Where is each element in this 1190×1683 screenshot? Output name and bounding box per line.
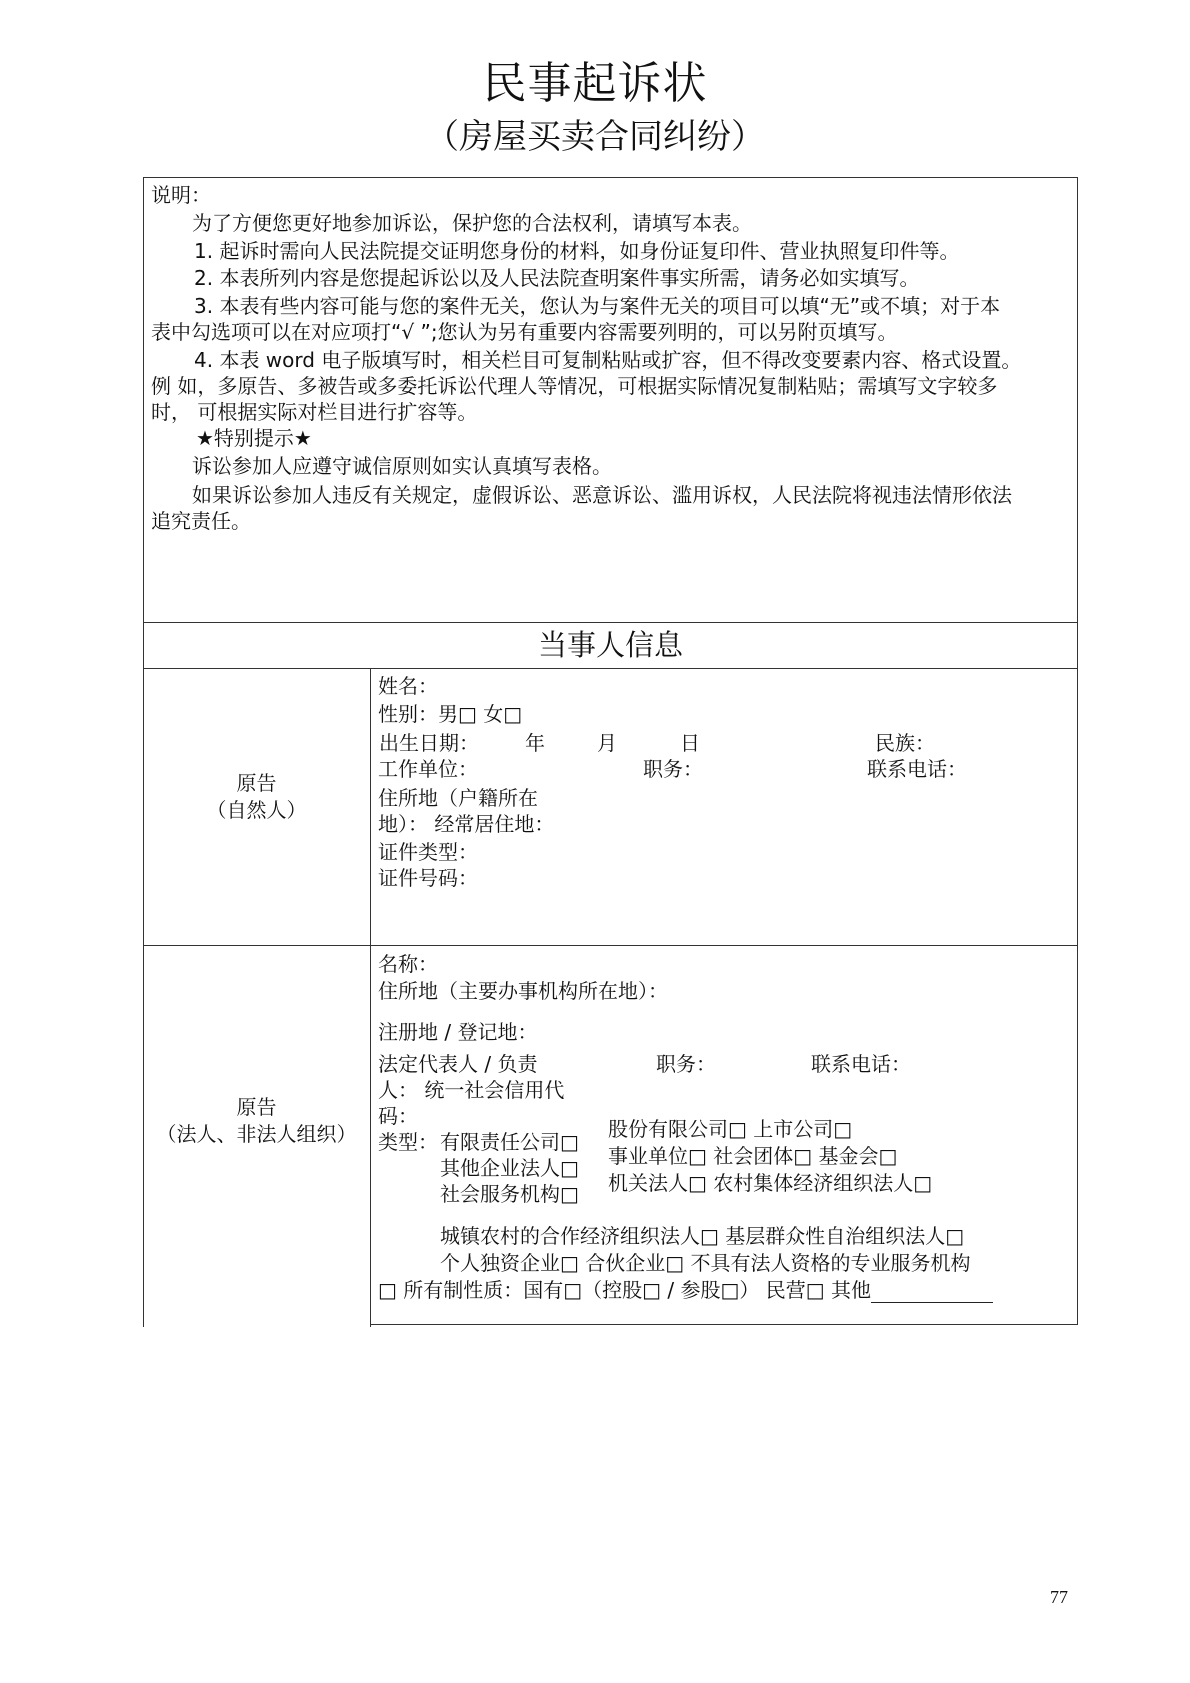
field-name[interactable]: 姓名： — [378, 674, 438, 698]
field-birth-day: 日 — [680, 731, 700, 755]
plaintiff-legal-sublabel: （法人、非法人组织） — [156, 1122, 357, 1146]
border-left — [143, 177, 144, 1327]
divider-section-title — [143, 668, 1078, 669]
checkbox-joint-stock[interactable]: 股份有限公司□ 上市公司□ — [608, 1117, 853, 1141]
field-birth-month: 月 — [597, 731, 617, 755]
document-title: 民事起诉状 — [482, 58, 708, 109]
special-notice-heading: ★特别提示★ — [196, 426, 312, 450]
instructions-item-4-line-3: 时， 可根据实际对栏目进行扩容等。 — [151, 400, 478, 424]
special-notice-2-line-2: 追究责任。 — [151, 509, 251, 533]
page-number: 77 — [1050, 1587, 1068, 1607]
divider-instructions — [143, 622, 1078, 623]
field-legal-rep-line-3[interactable]: 码： — [378, 1104, 418, 1128]
field-org-type-label: 类型： — [378, 1130, 438, 1154]
special-notice-2-line-1: 如果诉讼参加人违反有关规定，虚假诉讼、恶意诉讼、滥用诉权，人民法院将视违法情形依法 — [192, 483, 1012, 507]
document-subtitle: （房屋买卖合同纠纷） — [425, 117, 765, 157]
border-right — [1077, 177, 1078, 1325]
field-gender[interactable]: 性别：男□ 女□ — [378, 702, 523, 726]
plaintiff-legal-label: 原告 — [236, 1095, 277, 1119]
checkbox-other-enterprise[interactable]: 其他企业法人□ — [440, 1156, 579, 1180]
field-ownership[interactable] — [378, 1277, 993, 1303]
field-legal-rep-line-2[interactable]: 人： 统一社会信用代 — [378, 1078, 565, 1102]
plaintiff-natural-label: 原告 — [236, 771, 277, 795]
section-title-parties: 当事人信息 — [537, 628, 683, 662]
field-residence-line-1[interactable]: 住所地（户籍所在 — [378, 786, 538, 810]
instructions-item-4-line-2: 例 如，多原告、多被告或多委托诉讼代理人等情况，可根据实际情况复制粘贴；需填写文字较多 — [151, 374, 998, 398]
field-org-phone[interactable]: 联系电话： — [811, 1052, 911, 1076]
instructions-item-4-line-1: 4. 本表 word 电子版填写时，相关栏目可复制粘贴或扩容，但不得改变要素内容、格式设置。 — [194, 348, 1022, 372]
complaint-form — [143, 177, 1078, 1327]
border-bottom-fields — [370, 1324, 1078, 1325]
instructions-item-3-line-2: 表中勾选项可以在对应项打“√ ”;您认为另有重要内容需要列明的，可以另附页填写。 — [151, 320, 898, 344]
field-position[interactable]: 职务： — [643, 757, 703, 781]
field-org-name[interactable]: 名称： — [378, 952, 438, 976]
field-employer[interactable]: 工作单位： — [378, 757, 478, 781]
border-top — [143, 177, 1078, 178]
field-id-type[interactable]: 证件类型： — [378, 840, 478, 864]
divider-natural-person — [143, 945, 1078, 946]
checkbox-government[interactable]: 机关法人□ 农村集体经济组织法人□ — [608, 1171, 933, 1195]
checkbox-social-service[interactable]: 社会服务机构□ — [440, 1182, 579, 1206]
field-birth-date[interactable]: 出生日期： — [379, 731, 479, 755]
checkbox-cooperative[interactable]: 城镇农村的合作经济组织法人□ 基层群众性自治组织法人□ — [440, 1224, 965, 1248]
field-phone[interactable]: 联系电话： — [867, 757, 967, 781]
ownership-other-blank[interactable] — [871, 1282, 993, 1303]
field-org-position[interactable]: 职务： — [656, 1052, 716, 1076]
instructions-item-2: 2. 本表所列内容是您提起诉讼以及人民法院查明案件事实所需，请务必如实填写。 — [194, 266, 920, 290]
field-legal-rep-line-1[interactable]: 法定代表人 / 负责 — [378, 1052, 538, 1076]
instructions-item-1: 1. 起诉时需向人民法院提交证明您身份的材料，如身份证复印件、营业执照复印件等。 — [194, 239, 960, 263]
checkbox-llc[interactable]: 有限责任公司□ — [440, 1130, 579, 1154]
field-birth-year: 年 — [525, 731, 545, 755]
column-divider — [370, 668, 371, 1327]
checkbox-sole-proprietorship[interactable]: 个人独资企业□ 合伙企业□ 不具有法人资格的专业服务机构 — [440, 1251, 971, 1275]
plaintiff-natural-sublabel: （自然人） — [206, 798, 307, 822]
field-registration-place[interactable]: 注册地 / 登记地： — [378, 1020, 538, 1044]
field-org-residence[interactable]: 住所地（主要办事机构所在地）： — [378, 979, 668, 1003]
field-id-number[interactable]: 证件号码： — [378, 866, 478, 890]
special-notice-1: 诉讼参加人应遵守诚信原则如实认真填写表格。 — [192, 454, 612, 478]
instructions-heading: 说明： — [151, 183, 211, 207]
checkbox-institution[interactable]: 事业单位□ 社会团体□ 基金会□ — [608, 1144, 898, 1168]
field-residence-line-2[interactable]: 地）： 经常居住地： — [378, 812, 555, 836]
instructions-item-3-line-1: 3. 本表有些内容可能与您的案件无关，您认为与案件无关的项目可以填“无”或不填；对于本 — [194, 294, 1001, 318]
field-ethnicity[interactable]: 民族： — [875, 731, 935, 755]
ownership-text: □ 所有制性质：国有□（控股□ / 参股□） 民营□ 其他 — [378, 1278, 872, 1302]
instructions-intro: 为了方便您更好地参加诉讼，保护您的合法权利，请填写本表。 — [192, 211, 752, 235]
